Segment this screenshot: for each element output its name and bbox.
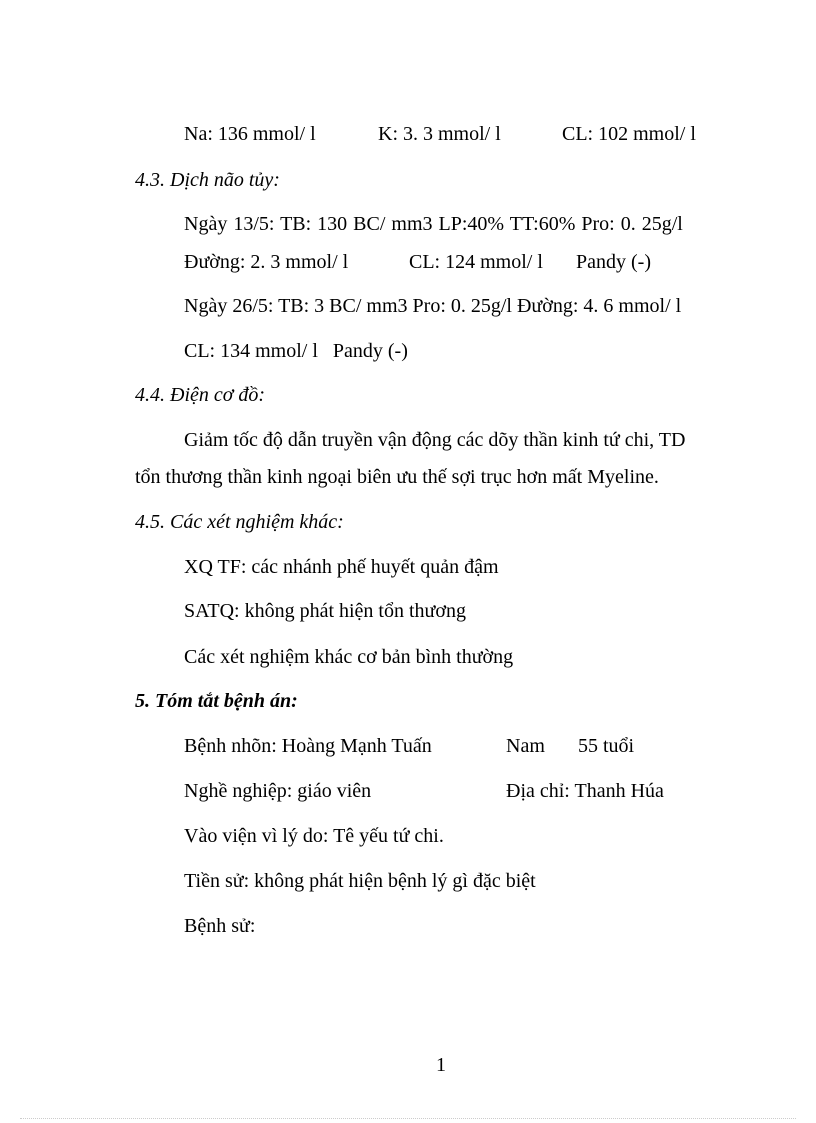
- csf-day1-cl: CL: 124 mmol/ l: [409, 251, 543, 273]
- patient-age: 55 tuổi: [578, 735, 635, 757]
- patient-name: Bệnh nhõn: Hoàng Mạnh Tuấn: [184, 735, 432, 757]
- csf-day1-glucose: Đường: 2. 3 mmol/ l: [184, 251, 349, 273]
- other-tests: Các xét nghiệm khác cơ bản bình thường: [184, 646, 514, 668]
- emg-line1: Giảm tốc độ dẫn truyền vận động các dõy thần kinh tứ chi, TD: [184, 429, 686, 451]
- csf-day2-line2: CL: 134 mmol/ l Pandy (-): [184, 340, 408, 362]
- heading-5: 5. Tóm tắt bệnh án:: [135, 690, 298, 712]
- heading-4-4: 4.4. Điện cơ đồ:: [135, 384, 266, 406]
- electrolyte-cl: CL: 102 mmol/ l: [562, 123, 696, 145]
- patient-address: Địa chỉ: Thanh Húa: [506, 780, 664, 802]
- patient-sex: Nam: [506, 735, 545, 757]
- medical-history: Tiền sử: không phát hiện bệnh lý gì đặc biệt: [184, 870, 536, 892]
- page-bottom-rule: [20, 1118, 796, 1119]
- csf-day1-line1: Ngày 13/5: TB: 130 BC/ mm3 LP:40% TT:60% Pro: 0. 25g/l: [184, 213, 683, 235]
- patient-occupation: Nghề nghiệp: giáo viên: [184, 780, 372, 802]
- emg-line2: tổn thương thần kinh ngoại biên ưu thế sợi trục hơn mất Myeline.: [135, 466, 659, 488]
- satq-result: SATQ: không phát hiện tổn thương: [184, 600, 466, 622]
- admission-reason: Vào viện vì lý do: Tê yếu tứ chi.: [184, 825, 444, 847]
- xq-result: XQ TF: các nhánh phế huyết quản đậm: [184, 556, 499, 578]
- disease-course: Bệnh sử:: [184, 915, 256, 937]
- csf-day1-pandy: Pandy (-): [576, 251, 651, 273]
- heading-4-5: 4.5. Các xét nghiệm khác:: [135, 511, 344, 533]
- electrolyte-k: K: 3. 3 mmol/ l: [378, 123, 501, 145]
- page-number: 1: [436, 1054, 446, 1076]
- heading-4-3: 4.3. Dịch não tủy:: [135, 169, 280, 191]
- electrolyte-na: Na: 136 mmol/ l: [184, 123, 316, 145]
- csf-day2-line1: Ngày 26/5: TB: 3 BC/ mm3 Pro: 0. 25g/l Đường: 4. 6 mmol/ l: [184, 295, 682, 317]
